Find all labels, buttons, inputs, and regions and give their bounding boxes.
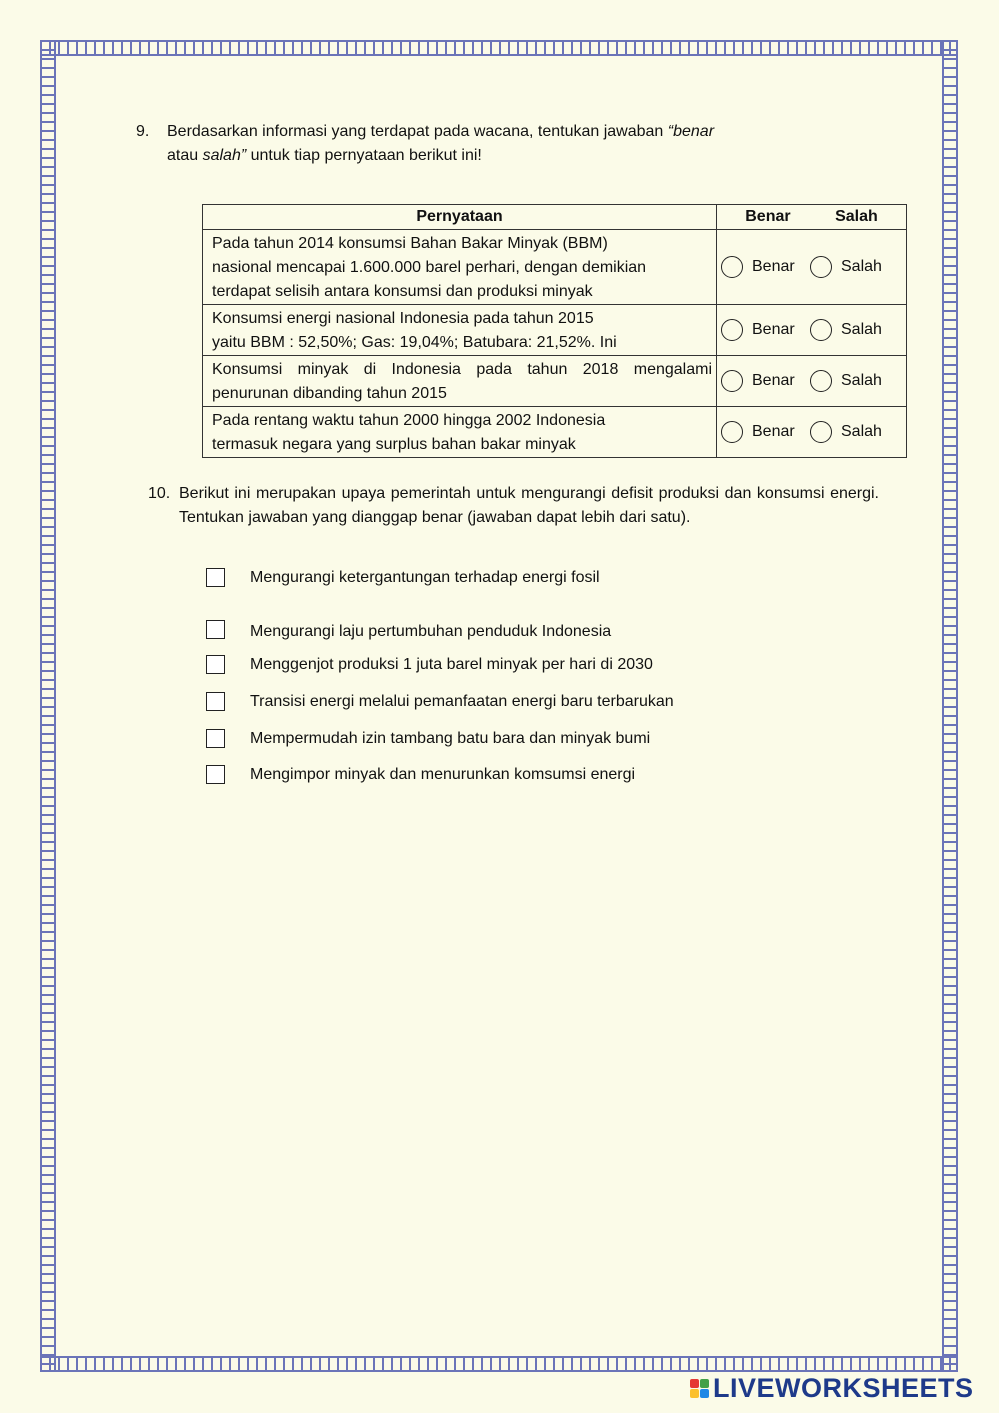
checkbox-label: Mempermudah izin tambang batu bara dan minyak bumi (250, 729, 651, 747)
table-row (203, 305, 907, 356)
list-item (206, 617, 611, 641)
header-true: Benar (745, 208, 791, 225)
radio-true[interactable] (721, 256, 743, 278)
option-true-label: Benar (752, 423, 795, 440)
logo-square (690, 1389, 699, 1398)
option-true-label: Benar (752, 321, 795, 338)
border-right (942, 40, 958, 1372)
radio-true[interactable] (721, 370, 743, 392)
list-item (206, 765, 635, 784)
statement-cell: Pada tahun 2014 konsumsi Bahan Bakar Minyak (BBM) nasional mencapai 1.600.000 barel perhari, dengan demikian terdapat selisih antara konsumsi dan produksi minyak (203, 230, 717, 305)
radio-false[interactable] (810, 319, 832, 341)
list-item (206, 729, 650, 748)
answer-cell (717, 230, 907, 305)
checkbox[interactable] (206, 655, 225, 674)
option-false-label: Salah (841, 321, 882, 338)
logo-icon (690, 1379, 709, 1398)
table-header (203, 205, 907, 230)
checkbox-label: Mengurangi ketergantungan terhadap energi fosil (250, 568, 600, 586)
table-row (203, 230, 907, 305)
option-false-label: Salah (841, 372, 882, 389)
list-item (206, 568, 600, 587)
statement-cell: Konsumsi minyak di Indonesia pada tahun 2018 mengalami penurunan dibanding tahun 2015 (203, 356, 717, 407)
border-bottom (40, 1356, 958, 1372)
list-item (206, 655, 653, 674)
statement-cell: Pada rentang waktu tahun 2000 hingga 2002 Indonesia termasuk negara yang surplus bahan bakar minyak (203, 407, 717, 458)
checkbox-label: Mengurangi laju pertumbuhan penduduk Indonesia (250, 623, 612, 640)
checkbox[interactable] (206, 765, 225, 784)
option-true-label: Benar (752, 258, 795, 275)
option-true-label: Benar (752, 372, 795, 389)
radio-true[interactable] (721, 421, 743, 443)
answer-cell (717, 356, 907, 407)
checkbox-label: Transisi energi melalui pemanfaatan energi baru terbarukan (250, 692, 674, 710)
option-false-label: Salah (841, 423, 882, 440)
border-left (40, 40, 56, 1372)
checkbox-label: Menggenjot produksi 1 juta barel minyak per hari di 2030 (250, 655, 653, 673)
checkbox[interactable] (206, 568, 225, 587)
checkbox[interactable] (206, 692, 225, 711)
logo-square (700, 1379, 709, 1388)
answer-cell (717, 407, 907, 458)
table-row (203, 356, 907, 407)
header-options (717, 205, 907, 230)
border-top (40, 40, 958, 56)
statement-cell: Konsumsi energi nasional Indonesia pada tahun 2015 yaitu BBM : 52,50%; Gas: 19,04%; Batubara: 21,52%. Ini (203, 305, 717, 356)
statement-table (202, 204, 907, 458)
header-false: Salah (835, 208, 878, 225)
radio-false[interactable] (810, 256, 832, 278)
question-number: 10. (148, 485, 171, 502)
radio-true[interactable] (721, 319, 743, 341)
checkbox[interactable] (206, 729, 225, 748)
option-false-label: Salah (841, 258, 882, 275)
question-text: Berikut ini merupakan upaya pemerintah untuk mengurangi defisit produksi dan konsumsi energi. Tentukan jawaban yang dianggap benar (jawaban dapat lebih dari satu). (179, 485, 879, 526)
radio-false[interactable] (810, 370, 832, 392)
logo-square (690, 1379, 699, 1388)
checkbox-label: Mengimpor minyak dan menurunkan komsumsi energi (250, 765, 636, 783)
header-statement: Pernyataan (203, 205, 717, 230)
logo-square (700, 1389, 709, 1398)
answer-cell (717, 305, 907, 356)
brand-name: LIVEWORKSHEETS (713, 1372, 974, 1403)
radio-false[interactable] (810, 421, 832, 443)
question-text: Berdasarkan informasi yang terdapat pada wacana, tentukan jawaban “benar atau salah” untuk tiap pernyataan berikut ini! (167, 123, 715, 164)
liveworksheets-logo (690, 1373, 974, 1403)
table-row (203, 407, 907, 458)
list-item (206, 692, 674, 711)
checkbox[interactable] (206, 620, 225, 639)
question-number: 9. (136, 123, 150, 140)
